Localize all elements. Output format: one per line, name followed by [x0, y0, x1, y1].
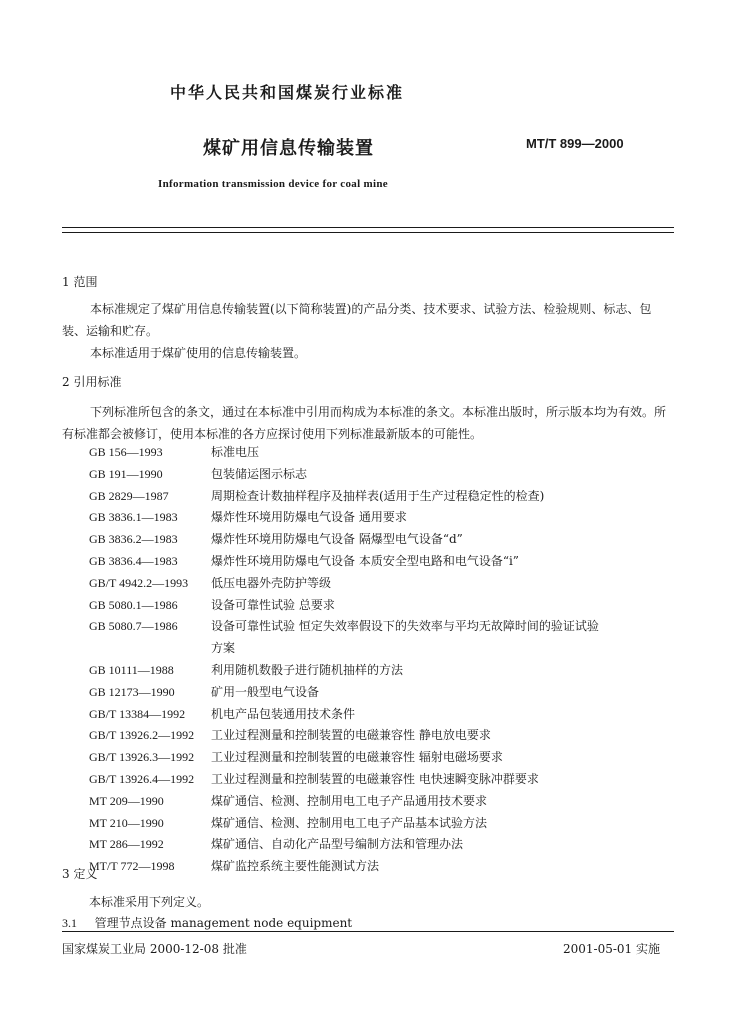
reference-item: [89, 506, 407, 528]
reference-item: [89, 790, 487, 812]
reference-item: [89, 594, 335, 616]
reference-title: 设备可靠性试验 恒定失效率假设下的失效率与平均无故障时间的验证试验: [211, 619, 599, 634]
english-title: Information transmission device for coal mine: [158, 178, 388, 190]
reference-code: GB 2829—1987: [89, 488, 169, 503]
reference-code: GB 3836.2—1983: [89, 532, 178, 547]
section-3-heading: 3 定义: [62, 867, 98, 881]
reference-title: 煤矿通信、检测、控制用电工电子产品基本试验方法: [211, 815, 488, 830]
reference-title: 方案: [211, 641, 236, 656]
reference-item: [89, 659, 403, 681]
definition-item-number: 3.1: [62, 916, 77, 930]
reference-title: 标准电压: [211, 445, 260, 459]
reference-code: GB/T 13926.2—1992: [89, 728, 195, 743]
organization-title: 中华人民共和国煤炭行业标准: [170, 83, 405, 102]
section-1-heading: 1 范围: [62, 275, 98, 289]
section-2-paragraph-1: 下列标准所包含的条文，通过在本标准中引用而构成为本标准的条文。本标准出版时，所示版本均为有效。所有标准都会被修订，使用本标准的各方应探讨使用下列标准最新版本的可能性。: [62, 405, 667, 441]
reference-code: GB 156—1993: [89, 445, 163, 459]
definition-item: [62, 914, 352, 931]
reference-item: [89, 615, 599, 637]
standard-title: 煤矿用信息传输装置: [203, 138, 374, 159]
reference-code: GB 5080.1—1986: [89, 597, 178, 612]
reference-code: GB/T 13926.3—1992: [89, 750, 195, 765]
reference-title: 低压电器外壳防护等级: [211, 575, 332, 590]
reference-title: 设备可靠性试验 总要求: [211, 597, 335, 612]
header-divider-bottom: [62, 232, 674, 233]
reference-title: 煤矿监控系统主要性能测试方法: [211, 859, 380, 874]
reference-item: [89, 768, 539, 790]
section-1-paragraph-2: 本标准适用于煤矿使用的信息传输装置。: [90, 346, 307, 360]
reference-code: MT 210—1990: [89, 815, 164, 830]
reference-item: [89, 485, 544, 507]
reference-item: [89, 746, 503, 768]
reference-title: 周期检查计数抽样程序及抽样表(适用于生产过程稳定性的检查): [211, 488, 545, 503]
reference-code: GB 5080.7—1986: [89, 619, 178, 634]
approval-date: 国家煤炭工业局 2000-12-08 批准: [62, 942, 247, 956]
reference-code: GB 3836.4—1983: [89, 554, 178, 568]
reference-item: [89, 463, 307, 485]
reference-code: GB/T 13384—1992: [89, 706, 186, 721]
reference-title: 煤矿通信、检测、控制用电工电子产品通用技术要求: [211, 793, 488, 808]
reference-title: 煤矿通信、自动化产品型号编制方法和管理办法: [211, 837, 464, 852]
reference-title: 矿用一般型电气设备: [211, 684, 320, 699]
reference-code: GB/T 13926.4—1992: [89, 772, 195, 786]
reference-item: [89, 550, 519, 572]
section-1-paragraph-1: 本标准规定了煤矿用信息传输装置(以下简称装置)的产品分类、技术要求、试验方法、检验规则、标志、包装、运输和贮存。: [62, 302, 652, 338]
reference-item: [89, 855, 379, 877]
reference-code: GB 191—1990: [89, 466, 163, 481]
reference-item: [89, 572, 331, 594]
reference-title: 利用随机数骰子进行随机抽样的方法: [211, 663, 404, 677]
reference-item: [89, 441, 259, 463]
reference-title: 爆炸性环境用防爆电气设备 通用要求: [211, 510, 407, 525]
header-divider-top: [62, 227, 674, 228]
reference-item: [211, 637, 235, 659]
reference-title: 包装储运图示标志: [211, 466, 308, 481]
reference-item: [89, 703, 355, 725]
reference-title: 爆炸性环境用防爆电气设备 隔爆型电气设备“d”: [211, 532, 463, 547]
reference-code: GB 10111—1988: [89, 663, 174, 677]
reference-code: MT 286—1992: [89, 837, 164, 852]
reference-code: GB/T 4942.2—1993: [89, 575, 189, 590]
footer-divider: [62, 931, 674, 932]
reference-code: MT 209—1990: [89, 793, 164, 808]
reference-item: [89, 724, 491, 746]
reference-code: GB 3836.1—1983: [89, 510, 178, 525]
standard-code: MT/T 899—2000: [526, 136, 624, 151]
section-3-paragraph-1: 本标准采用下列定义。: [89, 895, 210, 909]
reference-code: MT/T 772—1998: [89, 859, 175, 874]
reference-item: [89, 812, 487, 834]
reference-title: 工业过程测量和控制装置的电磁兼容性 辐射电磁场要求: [211, 750, 503, 765]
reference-title: 工业过程测量和控制装置的电磁兼容性 电快速瞬变脉冲群要求: [211, 772, 539, 786]
reference-item: [89, 833, 463, 855]
reference-title: 机电产品包装通用技术条件: [211, 706, 356, 721]
reference-item: [89, 528, 463, 550]
section-2-heading: 2 引用标准: [62, 375, 122, 389]
reference-item: [89, 681, 319, 703]
reference-title: 工业过程测量和控制装置的电磁兼容性 静电放电要求: [211, 728, 491, 743]
effective-date: 2001-05-01 实施: [563, 942, 661, 956]
reference-title: 爆炸性环境用防爆电气设备 本质安全型电路和电气设备“i”: [211, 554, 519, 568]
reference-code: GB 12173—1990: [89, 684, 175, 699]
definition-item-text: 管理节点设备 management node equipment: [94, 916, 353, 930]
